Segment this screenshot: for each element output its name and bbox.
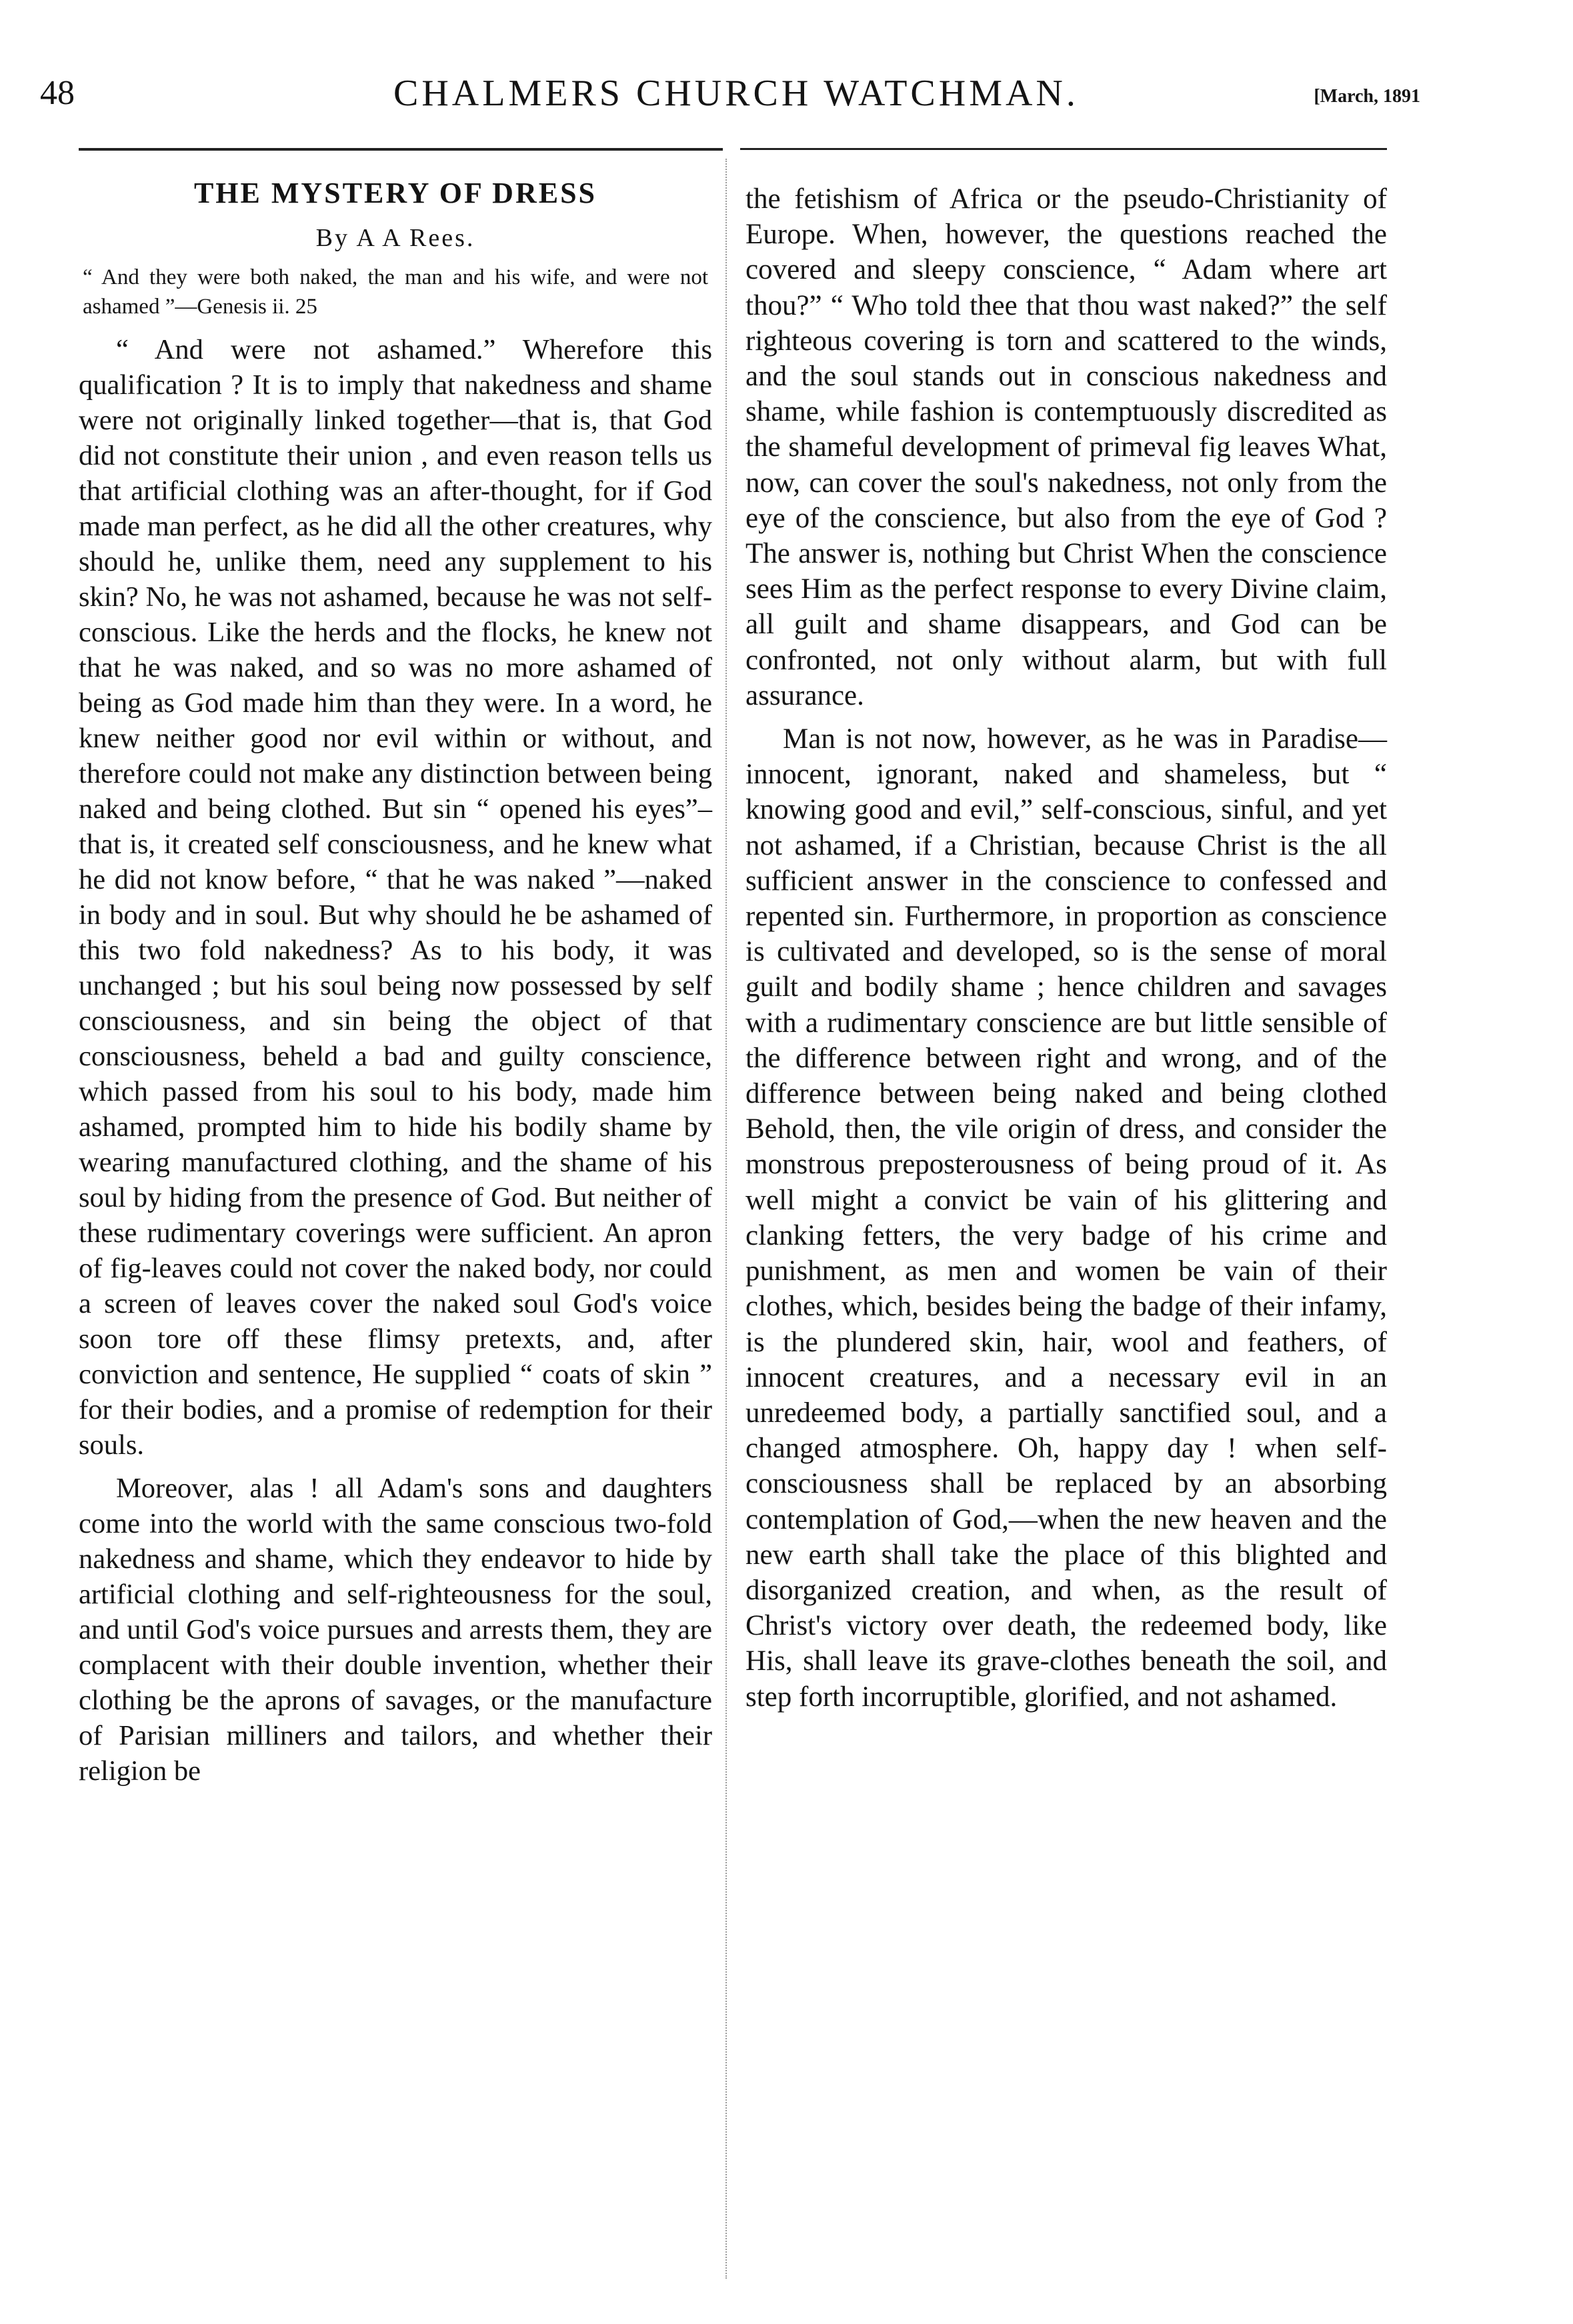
paragraph: the fetishism of Africa or the pseudo-Christianity of Europe. When, however, the questions reached the covered and sleepy conscience, “ Adam where art thou?” “ Who told thee that thou wast naked?” the self righteous covering is torn and scattered to the winds, and the soul stands out in conscious nakedness and shame, while fashion is contemptuously discredited as the shameful development of primeval fig leaves What, now, can cover the soul's nakedness, not only from the eye of the conscience, but also from the eye of God ? The answer is, nothing but Christ When the conscience sees Him as the perfect response to every Divine claim, all guilt and shame disappears, and God can be confronted, not only without alarm, but with full assurance. <box>745 183 1387 711</box>
issue-date: [March, 1891 <box>1314 86 1420 107</box>
article-epigraph: “ And they were both naked, the man and his wife, and were not ashamed ”—Genesis ii. 25 <box>83 265 708 319</box>
left-column <box>79 175 712 1789</box>
header-rule-right <box>740 148 1387 150</box>
page-header <box>40 73 1420 133</box>
paragraph: “ And were not ashamed.” Wherefore this qualification ? It is to imply that nakedness and shame were not originally linked together—that is, that God did not constitute their union , and even reason tells us that artificial clothing was an after-thought, for if God made man perfect, as he did all the other creatures, why should he, unlike them, need any supplement to his skin? No, he was not ashamed, because he was not self-conscious. Like the herds and the flocks, he knew not that he was naked, and so was no more ashamed of being as God made him than they were. In a word, he knew neither good nor evil within or without, and therefore could not make any distinction between being naked and being clothed. But sin “ opened his eyes”– that is, it created self consciousness, and he knew what he did not know before, “ that he was naked ”—naked in body and in soul. But why should he be ashamed of this two fold nakedness? As to his body, it was unchanged ; but his soul being now possessed by self consciousness, and sin being the object of that consciousness, beheld a bad and guilty conscience, which passed from his soul to his body, made him ashamed, prompted him to hide his bodily shame by wearing manufactured clothing, and the shame of his soul by hiding from the presence of God. But neither of these rudimentary coverings were sufficient. An apron of fig-leaves could not cover the naked body, nor could a screen of leaves cover the naked soul God's voice soon tore off these flimsy pretexts, and, after conviction and sentence, He supplied “ coats of skin ” for their bodies, and a promise of redemption for their souls. <box>79 334 712 1461</box>
page-number: 48 <box>40 74 75 112</box>
paragraph: Man is not now, however, as he was in Paradise—innocent, ignorant, naked and shameless, but “ knowing good and evil,” self-conscious, sinful, and yet not ashamed, if a Christian, because Christ is the all sufficient answer in the conscience to confessed and repented sin. Furthermore, in proportion as conscience is cultivated and developed, so is the sense of moral guilt and bodily shame ; hence children and savages with a rudimentary conscience are but little sensible of the difference between right and wrong, and of the difference between being naked and being clothed Behold, then, the vile origin of dress, and consider the monstrous preposterousness of being proud of it. As well might a convict be vain of his glittering and clanking fetters, the very badge of his crime and punishment, as men and women be vain of their clothes, which, besides being the badge of their infamy, is the plundered skin, hair, wool and feathers, of innocent creatures, and a necessary evil in an unredeemed body, a partially sanctified soul, and a changed atmosphere. Oh, happy day ! when self-consciousness shall be replaced by an absorbing contemplation of God,—when the new heaven and the new earth shall take the place of this blighted and disorganized creation, and when, as the result of Christ's victory over death, the redeemed body, like His, shall leave its grave-clothes beneath the soil, and step forth incorruptible, glorified, and not ashamed. <box>745 723 1387 1713</box>
running-title: CHALMERS CHURCH WATCHMAN. <box>393 73 1079 114</box>
article-title: THE MYSTERY OF DRESS <box>193 177 597 209</box>
header-rule-left <box>79 148 723 151</box>
article-byline: By A A Rees. <box>315 224 475 252</box>
column-divider <box>725 159 727 2279</box>
right-column <box>745 181 1387 1715</box>
paragraph: Moreover, alas ! all Adam's sons and daughters come into the world with the same conscious two-fold nakedness and shame, which they endeavor to hide by artificial clothing and self-righteousness for the soul, and until God's voice pursues and arrests them, they are complacent with their double invention, whether their clothing be the aprons of savages, or the manufacture of Parisian milliners and tailors, and whether their religion be <box>79 1473 712 1787</box>
